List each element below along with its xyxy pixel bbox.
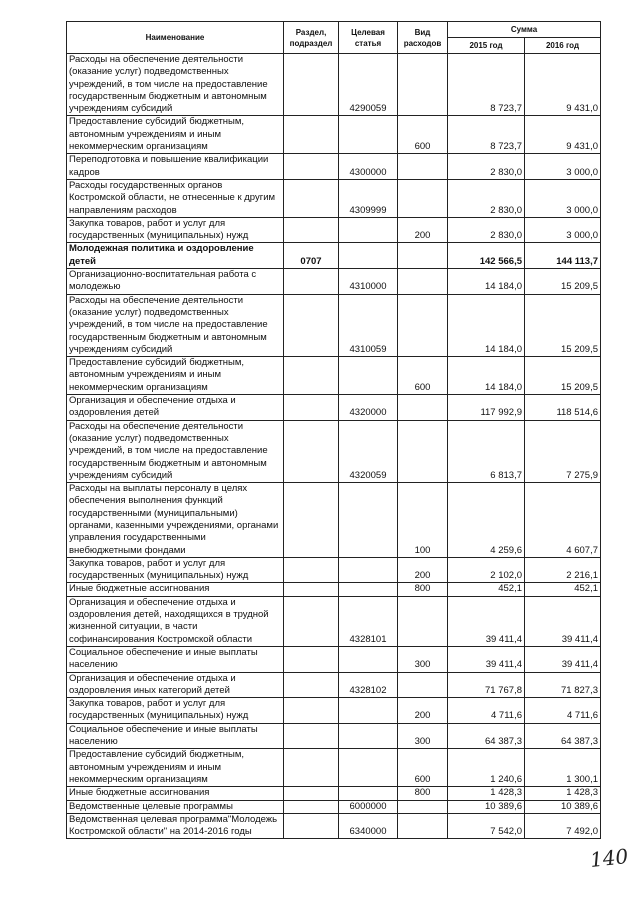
table-row (67, 154, 601, 180)
table-row (67, 294, 601, 356)
table-row (67, 357, 601, 395)
cell-2016: 452,1 (525, 583, 601, 596)
cell-target: 4300000 (339, 154, 398, 180)
cell-type (398, 294, 448, 356)
table-row (67, 583, 601, 596)
cell-type (398, 269, 448, 295)
cell-target: 4290059 (339, 54, 398, 116)
cell-2016: 15 209,5 (525, 357, 601, 395)
cell-target (339, 557, 398, 583)
cell-type (398, 813, 448, 839)
cell-section (284, 217, 339, 243)
cell-target: 4328102 (339, 672, 398, 698)
table-row (67, 800, 601, 813)
cell-section (284, 723, 339, 749)
cell-2015: 8 723,7 (448, 54, 525, 116)
table-row (67, 646, 601, 672)
table-row (67, 749, 601, 787)
cell-section (284, 483, 339, 558)
table-row (67, 243, 601, 269)
cell-name: Социальное обеспечение и иные выплаты населению (67, 723, 284, 749)
cell-2015: 4 259,6 (448, 483, 525, 558)
cell-target: 4320000 (339, 395, 398, 421)
cell-2016: 7 492,0 (525, 813, 601, 839)
cell-target: 4310000 (339, 269, 398, 295)
table-row (67, 395, 601, 421)
cell-2016: 7 275,9 (525, 420, 601, 482)
cell-2015: 6 813,7 (448, 420, 525, 482)
cell-target: 6340000 (339, 813, 398, 839)
cell-type: 200 (398, 557, 448, 583)
cell-type: 600 (398, 116, 448, 154)
table-row (67, 723, 601, 749)
cell-target: 4328101 (339, 596, 398, 646)
cell-name: Предоставление субсидий бюджетным, автономным учреждениям и иным некоммерческим организациям (67, 357, 284, 395)
table-row (67, 787, 601, 800)
cell-type (398, 420, 448, 482)
cell-type (398, 243, 448, 269)
cell-section (284, 583, 339, 596)
cell-2015: 2 830,0 (448, 179, 525, 217)
cell-2015: 2 830,0 (448, 217, 525, 243)
cell-section (284, 269, 339, 295)
cell-2016: 39 411,4 (525, 596, 601, 646)
cell-section (284, 179, 339, 217)
cell-type (398, 179, 448, 217)
cell-type (398, 800, 448, 813)
cell-section (284, 596, 339, 646)
header-target: Целевая статья (339, 22, 398, 54)
cell-name: Организация и обеспечение отдыха и оздоровления детей, находящихся в трудной жизненной ситуации, в части софинансирования Костромской области (67, 596, 284, 646)
page-number: 140 (588, 844, 630, 872)
cell-target (339, 217, 398, 243)
cell-2015: 2 830,0 (448, 154, 525, 180)
cell-section (284, 294, 339, 356)
cell-2016: 64 387,3 (525, 723, 601, 749)
cell-name: Расходы на выплаты персоналу в целях обеспечения выполнения функций государственными (муниципальными) органами, казенными учреждениями, органами управления государственными внебюджетными фондами (67, 483, 284, 558)
header-type: Вид расходов (398, 22, 448, 54)
table-row (67, 698, 601, 724)
cell-section (284, 420, 339, 482)
cell-name: Предоставление субсидий бюджетным, автономным учреждениям и иным некоммерческим организациям (67, 749, 284, 787)
cell-2015: 39 411,4 (448, 646, 525, 672)
cell-2015: 14 184,0 (448, 269, 525, 295)
cell-type: 800 (398, 583, 448, 596)
cell-section (284, 646, 339, 672)
cell-target (339, 749, 398, 787)
cell-name: Переподготовка и повышение квалификации кадров (67, 154, 284, 180)
cell-type (398, 154, 448, 180)
cell-2015: 142 566,5 (448, 243, 525, 269)
cell-name: Организация и обеспечение отдыха и оздоровления детей (67, 395, 284, 421)
cell-type (398, 395, 448, 421)
cell-section (284, 800, 339, 813)
cell-2015: 452,1 (448, 583, 525, 596)
cell-target (339, 646, 398, 672)
cell-target (339, 243, 398, 269)
cell-name: Иные бюджетные ассигнования (67, 787, 284, 800)
cell-type (398, 672, 448, 698)
cell-name: Предоставление субсидий бюджетным, автономным учреждениям и иным некоммерческим организациям (67, 116, 284, 154)
cell-type (398, 54, 448, 116)
cell-type: 600 (398, 357, 448, 395)
cell-type: 100 (398, 483, 448, 558)
cell-2016: 3 000,0 (525, 179, 601, 217)
cell-section (284, 395, 339, 421)
cell-name: Организация и обеспечение отдыха и оздоровления иных категорий детей (67, 672, 284, 698)
cell-2015: 2 102,0 (448, 557, 525, 583)
cell-name: Закупка товаров, работ и услуг для государственных (муниципальных) нужд (67, 557, 284, 583)
cell-2016: 3 000,0 (525, 154, 601, 180)
cell-target (339, 483, 398, 558)
cell-2016: 39 411,4 (525, 646, 601, 672)
table-row (67, 813, 601, 839)
cell-target: 4310059 (339, 294, 398, 356)
header-section: Раздел, подраздел (284, 22, 339, 54)
cell-2016: 1 300,1 (525, 749, 601, 787)
cell-target (339, 698, 398, 724)
cell-name: Социальное обеспечение и иные выплаты населению (67, 646, 284, 672)
cell-2015: 4 711,6 (448, 698, 525, 724)
table-row (67, 54, 601, 116)
cell-2015: 1 428,3 (448, 787, 525, 800)
cell-2016: 15 209,5 (525, 294, 601, 356)
cell-2015: 117 992,9 (448, 395, 525, 421)
cell-2016: 4 711,6 (525, 698, 601, 724)
table-row (67, 116, 601, 154)
cell-2015: 1 240,6 (448, 749, 525, 787)
cell-type: 300 (398, 646, 448, 672)
cell-2016: 3 000,0 (525, 217, 601, 243)
cell-type: 800 (398, 787, 448, 800)
cell-target (339, 583, 398, 596)
cell-name: Расходы на обеспечение деятельности (оказание услуг) подведомственных учреждений, в том числе на предоставление государственным бюджетным и автономным учреждениям субсидий (67, 54, 284, 116)
cell-2016: 144 113,7 (525, 243, 601, 269)
table-row (67, 420, 601, 482)
cell-section (284, 357, 339, 395)
cell-2015: 71 767,8 (448, 672, 525, 698)
cell-type: 600 (398, 749, 448, 787)
cell-2016: 71 827,3 (525, 672, 601, 698)
cell-type: 300 (398, 723, 448, 749)
table-row (67, 217, 601, 243)
table-body (67, 54, 601, 839)
cell-2016: 15 209,5 (525, 269, 601, 295)
table-row (67, 179, 601, 217)
cell-type: 200 (398, 217, 448, 243)
cell-name: Закупка товаров, работ и услуг для государственных (муниципальных) нужд (67, 698, 284, 724)
header-year-2016: 2016 год (525, 38, 601, 54)
cell-section (284, 813, 339, 839)
cell-name: Закупка товаров, работ и услуг для государственных (муниципальных) нужд (67, 217, 284, 243)
cell-type: 200 (398, 698, 448, 724)
cell-name: Расходы на обеспечение деятельности (оказание услуг) подведомственных учреждений, в том числе на предоставление государственным бюджетным и автономным учреждениям субсидий (67, 294, 284, 356)
cell-2015: 14 184,0 (448, 294, 525, 356)
cell-2015: 10 389,6 (448, 800, 525, 813)
cell-2015: 39 411,4 (448, 596, 525, 646)
cell-target (339, 357, 398, 395)
cell-target (339, 116, 398, 154)
cell-2016: 9 431,0 (525, 116, 601, 154)
cell-2015: 7 542,0 (448, 813, 525, 839)
cell-target (339, 723, 398, 749)
table-row (67, 596, 601, 646)
cell-target (339, 787, 398, 800)
budget-table (66, 21, 601, 839)
cell-section (284, 54, 339, 116)
cell-2016: 10 389,6 (525, 800, 601, 813)
cell-section (284, 154, 339, 180)
cell-2015: 8 723,7 (448, 116, 525, 154)
cell-name: Иные бюджетные ассигнования (67, 583, 284, 596)
table-row (67, 672, 601, 698)
cell-section: 0707 (284, 243, 339, 269)
cell-name: Ведомственная целевая программа"Молодежь Костромской области" на 2014-2016 годы (67, 813, 284, 839)
cell-2016: 1 428,3 (525, 787, 601, 800)
table-row (67, 269, 601, 295)
header-name: Наименование (67, 22, 284, 54)
cell-section (284, 116, 339, 154)
cell-target: 4320059 (339, 420, 398, 482)
cell-2016: 2 216,1 (525, 557, 601, 583)
cell-section (284, 672, 339, 698)
cell-target: 6000000 (339, 800, 398, 813)
table-row (67, 557, 601, 583)
cell-2015: 14 184,0 (448, 357, 525, 395)
cell-section (284, 698, 339, 724)
cell-name: Расходы на обеспечение деятельности (оказание услуг) подведомственных учреждений, в том числе на предоставление государственным бюджетным и автономным учреждениям субсидий (67, 420, 284, 482)
cell-section (284, 787, 339, 800)
cell-name: Молодежная политика и оздоровление детей (67, 243, 284, 269)
cell-2016: 4 607,7 (525, 483, 601, 558)
header-year-2015: 2015 год (448, 38, 525, 54)
cell-section (284, 749, 339, 787)
cell-type (398, 596, 448, 646)
header-sum: Сумма (448, 22, 601, 38)
cell-name: Ведомственные целевые программы (67, 800, 284, 813)
cell-name: Расходы государственных органов Костромской области, не отнесенные к другим направлениям расходов (67, 179, 284, 217)
table-row (67, 483, 601, 558)
cell-target: 4309999 (339, 179, 398, 217)
cell-section (284, 557, 339, 583)
cell-2016: 9 431,0 (525, 54, 601, 116)
cell-2016: 118 514,6 (525, 395, 601, 421)
cell-name: Организационно-воспитательная работа с молодежью (67, 269, 284, 295)
cell-2015: 64 387,3 (448, 723, 525, 749)
